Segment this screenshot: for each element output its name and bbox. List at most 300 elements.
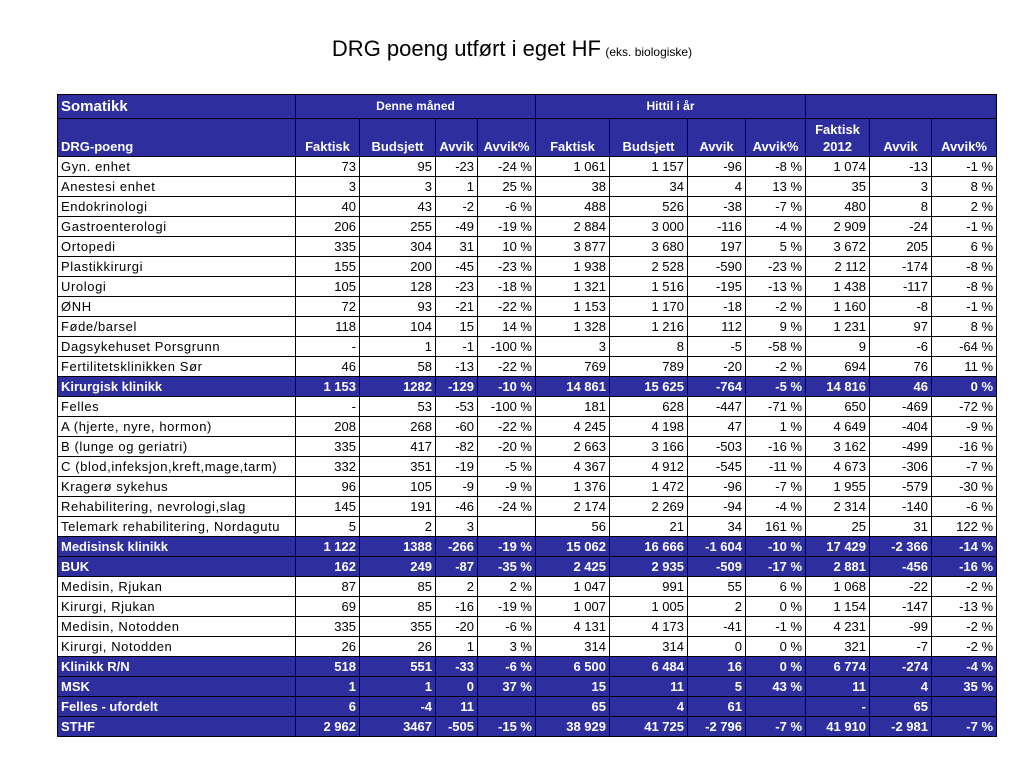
table-cell: 268 [360,417,436,437]
table-cell: -545 [688,457,746,477]
table-cell: -469 [870,397,932,417]
table-cell: 4 [610,697,688,717]
table-cell: 14 % [478,317,536,337]
table-cell: 65 [536,697,610,717]
table-cell: -505 [436,717,478,737]
table-cell: 2 % [932,197,997,217]
table-row [58,317,997,337]
table-row [58,397,997,417]
table-cell: -14 % [932,537,997,557]
table-cell: 6 500 [536,657,610,677]
table-cell: -13 [870,157,932,177]
row-label: STHF [58,717,296,737]
table-cell: 8 [870,197,932,217]
row-label: Telemark rehabilitering, Nordagutu [58,517,296,537]
table-cell: 46 [296,357,360,377]
table-cell: 47 [688,417,746,437]
table-cell: 355 [360,617,436,637]
row-label: Kirurgi, Rjukan [58,597,296,617]
row-label: Urologi [58,277,296,297]
table-cell: 1 153 [296,377,360,397]
row-label: Fertilitetsklinikken Sør [58,357,296,377]
column-header: Avvik [436,119,478,157]
table-cell: 255 [360,217,436,237]
column-header: Faktisk [296,119,360,157]
table-cell: 95 [360,157,436,177]
table-cell: -140 [870,497,932,517]
table-cell: -30 % [932,477,997,497]
table-cell: 2 314 [806,497,870,517]
table-cell: 3 [436,517,478,537]
table-cell: -1 604 [688,537,746,557]
table-cell: -4 % [746,217,806,237]
column-header-faktisk-2012: Faktisk 2012 [806,119,870,157]
table-cell: -100 % [478,337,536,357]
table-cell: -509 [688,557,746,577]
table-cell: 2 425 [536,557,610,577]
row-label: Gyn. enhet [58,157,296,177]
column-header: Budsjett [610,119,688,157]
table-cell: 56 [536,517,610,537]
row-label: B (lunge og geriatri) [58,437,296,457]
summary-row [58,677,997,697]
table-cell: 6 774 [806,657,870,677]
table-cell: 26 [296,637,360,657]
table-cell: -58 % [746,337,806,357]
table-cell: -22 % [478,297,536,317]
table-row [58,257,997,277]
table-cell: 1 170 [610,297,688,317]
table-cell: 991 [610,577,688,597]
row-label: Rehabilitering, nevrologi,slag [58,497,296,517]
row-label: BUK [58,557,296,577]
table-cell: -23 [436,277,478,297]
table-cell: 112 [688,317,746,337]
table-cell: -6 % [478,197,536,217]
table-cell: 16 [688,657,746,677]
table-cell: -100 % [478,397,536,417]
table-cell: 1 [436,177,478,197]
table-cell: -9 % [478,477,536,497]
table-cell: -274 [870,657,932,677]
table-cell: 35 % [932,677,997,697]
table-cell: 314 [536,637,610,657]
table-cell: -18 [688,297,746,317]
table-cell: 2 881 [806,557,870,577]
table-cell [478,697,536,717]
row-label: MSK [58,677,296,697]
table-cell: 1 321 [536,277,610,297]
table-cell: 76 [870,357,932,377]
table-cell: 46 [870,377,932,397]
table-cell: 3467 [360,717,436,737]
table-cell: -8 % [932,257,997,277]
table-cell: 16 666 [610,537,688,557]
table-cell: -499 [870,437,932,457]
table-cell: -33 [436,657,478,677]
table-cell: -6 % [478,657,536,677]
table-cell: 15 062 [536,537,610,557]
row-label: A (hjerte, nyre, hormon) [58,417,296,437]
table-cell: 37 % [478,677,536,697]
table-cell: -4 [360,697,436,717]
table-cell: 1 061 [536,157,610,177]
column-header: Budsjett [360,119,436,157]
table-cell: -590 [688,257,746,277]
group-header-month: Denne måned [296,95,536,119]
table-cell: 0 [688,637,746,657]
table-cell: 3 672 [806,237,870,257]
group-header-row [58,95,997,119]
summary-row [58,537,997,557]
table-cell: 87 [296,577,360,597]
table-cell: 335 [296,617,360,637]
table-cell: 1 153 [536,297,610,317]
row-label: ØNH [58,297,296,317]
table-cell: 2 269 [610,497,688,517]
table-cell: -46 [436,497,478,517]
table-cell: -94 [688,497,746,517]
table-cell: 11 [806,677,870,697]
table-cell: 41 725 [610,717,688,737]
row-label: C (blod,infeksjon,kreft,mage,tarm) [58,457,296,477]
table-cell: 1 [360,337,436,357]
row-label: Medisin, Notodden [58,617,296,637]
table-cell: -1 % [932,297,997,317]
table-cell: 181 [536,397,610,417]
table-cell: 122 % [932,517,997,537]
table-cell: -2 % [746,297,806,317]
table-cell: -53 [436,397,478,417]
table-cell: 488 [536,197,610,217]
table-cell: -19 [436,457,478,477]
table-cell: 1 % [746,417,806,437]
table-cell: 21 [610,517,688,537]
table-cell: 789 [610,357,688,377]
table-row [58,157,997,177]
row-label: Klinikk R/N [58,657,296,677]
table-cell: -24 [870,217,932,237]
table-cell: -24 % [478,497,536,517]
column-header: Avvik [688,119,746,157]
table-cell: 0 % [932,377,997,397]
table-body [58,157,997,737]
table-cell: 3 [296,177,360,197]
table-cell: 6 % [746,577,806,597]
table-cell: 69 [296,597,360,617]
table-cell: -2 [436,197,478,217]
table-cell: 4 173 [610,617,688,637]
group-header-ytd: Hittil i år [536,95,806,119]
table-row [58,277,997,297]
table-cell: 694 [806,357,870,377]
table-cell: -41 [688,617,746,637]
table-cell: 0 [436,677,478,697]
table-cell: -19 % [478,537,536,557]
table-cell: 332 [296,457,360,477]
table-cell: -129 [436,377,478,397]
table-cell: -13 % [932,597,997,617]
table-cell: 58 [360,357,436,377]
drg-table [57,94,997,737]
table-cell: -96 [688,477,746,497]
table-cell: 0 % [746,657,806,677]
table-cell: -147 [870,597,932,617]
table-cell: 4 245 [536,417,610,437]
table-cell: -404 [870,417,932,437]
table-cell: -8 % [746,157,806,177]
table-cell: 335 [296,237,360,257]
table-cell: -21 [436,297,478,317]
title-main: DRG poeng utført i eget HF [331,36,601,61]
table-cell: -99 [870,617,932,637]
table-cell: 1 005 [610,597,688,617]
table-cell: -17 % [746,557,806,577]
table-cell: 480 [806,197,870,217]
table-cell: -7 % [746,717,806,737]
row-label: Kirurgi, Notodden [58,637,296,657]
column-header: Avvik [870,119,932,157]
table-cell: 2 909 [806,217,870,237]
table-cell: 197 [688,237,746,257]
table-cell: 40 [296,197,360,217]
table-cell: 31 [436,237,478,257]
row-label: Plastikkirurgi [58,257,296,277]
table-cell: 1 [296,677,360,697]
row-label: Felles - ufordelt [58,697,296,717]
summary-row [58,557,997,577]
table-cell: 14 861 [536,377,610,397]
row-label: Endokrinologi [58,197,296,217]
table-cell: -23 % [746,257,806,277]
table-cell: -20 [436,617,478,637]
table-cell: 628 [610,397,688,417]
table-cell: 43 % [746,677,806,697]
table-row [58,417,997,437]
table-cell: 26 [360,637,436,657]
table-cell: 351 [360,457,436,477]
table-cell: 1388 [360,537,436,557]
table-cell: -10 % [478,377,536,397]
table-row [58,337,997,357]
table-cell: -23 [436,157,478,177]
title-subtitle: (eks. biologiske) [605,45,693,59]
table-row [58,197,997,217]
row-label: Anestesi enhet [58,177,296,197]
table-cell: 1 047 [536,577,610,597]
table-cell: 2 528 [610,257,688,277]
table-cell: 73 [296,157,360,177]
table-cell: -96 [688,157,746,177]
table-cell: 1 938 [536,257,610,277]
table-cell: 128 [360,277,436,297]
table-cell: 200 [360,257,436,277]
table-cell: -71 % [746,397,806,417]
table-cell: 4 198 [610,417,688,437]
table-cell: 205 [870,237,932,257]
table-cell: 1 438 [806,277,870,297]
table-cell: 34 [688,517,746,537]
table-cell: -64 % [932,337,997,357]
table-cell: 2 935 [610,557,688,577]
table-cell: 11 % [932,357,997,377]
table-cell: 1 231 [806,317,870,337]
table-cell: -7 % [932,457,997,477]
table-cell: -456 [870,557,932,577]
row-label: Medisinsk klinikk [58,537,296,557]
page-title [0,36,1024,62]
table-cell: 93 [360,297,436,317]
table-cell: 518 [296,657,360,677]
table-cell: -24 % [478,157,536,177]
table-cell: 3 [870,177,932,197]
table-cell: 14 816 [806,377,870,397]
table-cell: 321 [806,637,870,657]
table-row [58,457,997,477]
table-cell: -4 % [932,657,997,677]
table-cell: 3 [536,337,610,357]
table-row [58,497,997,517]
table-cell: 43 [360,197,436,217]
table-cell: 3 877 [536,237,610,257]
table-cell: 4 [688,177,746,197]
table-cell: -16 % [746,437,806,457]
table-cell: -45 [436,257,478,277]
table-cell: -579 [870,477,932,497]
table-cell: 6 [296,697,360,717]
table-cell: -117 [870,277,932,297]
table-cell: 3 % [478,637,536,657]
table-cell: 1 472 [610,477,688,497]
row-label: Kragerø sykehus [58,477,296,497]
table-cell: 97 [870,317,932,337]
table-cell: 5 [296,517,360,537]
table-cell: -60 [436,417,478,437]
table-row [58,517,997,537]
table-cell: -15 % [478,717,536,737]
table-cell: -13 % [746,277,806,297]
table-cell: 335 [296,437,360,457]
row-label: Felles [58,397,296,417]
table-cell: 105 [296,277,360,297]
table-cell: 1 068 [806,577,870,597]
table-cell: -7 [870,637,932,657]
table-cell: 8 [610,337,688,357]
table-cell: 249 [360,557,436,577]
table-cell: 304 [360,237,436,257]
table-row [58,597,997,617]
table-cell: -22 % [478,417,536,437]
table-cell: -7 % [746,197,806,217]
table-cell: 1 074 [806,157,870,177]
table-cell: 417 [360,437,436,457]
table-cell: 2 % [478,577,536,597]
table-cell: -18 % [478,277,536,297]
table-row [58,357,997,377]
table-cell: -8 % [932,277,997,297]
table-cell: 208 [296,417,360,437]
table-cell: -38 [688,197,746,217]
table-cell [932,697,997,717]
table-cell: 162 [296,557,360,577]
table-cell: 4 912 [610,457,688,477]
table-cell: 55 [688,577,746,597]
table-cell: 118 [296,317,360,337]
table-cell: -7 % [932,717,997,737]
column-header: Avvik% [478,119,536,157]
table-cell: -5 % [746,377,806,397]
table-row [58,477,997,497]
table-cell: 2 962 [296,717,360,737]
table-cell: 38 929 [536,717,610,737]
table-cell: -1 % [932,157,997,177]
table-cell: 8 % [932,177,997,197]
table-cell: 105 [360,477,436,497]
table-cell: -2 % [746,357,806,377]
table-cell: 6 % [932,237,997,257]
table-cell [746,697,806,717]
table-cell: -23 % [478,257,536,277]
row-label: Gastroenterologi [58,217,296,237]
table-cell: 650 [806,397,870,417]
table-cell: 41 910 [806,717,870,737]
summary-row [58,697,997,717]
table-cell: -5 % [478,457,536,477]
table-cell: 314 [610,637,688,657]
table-cell: -764 [688,377,746,397]
table-cell: -13 [436,357,478,377]
table-cell [478,517,536,537]
table-cell: -7 % [746,477,806,497]
table-cell: 3 166 [610,437,688,457]
table-cell: - [806,697,870,717]
table-cell: -4 % [746,497,806,517]
table-row [58,637,997,657]
table-cell: -35 % [478,557,536,577]
table-cell: 15 [436,317,478,337]
table-row [58,217,997,237]
table-cell: 3 680 [610,237,688,257]
table-cell: 1 216 [610,317,688,337]
table-cell: -503 [688,437,746,457]
table-cell: -11 % [746,457,806,477]
table-cell: 3 162 [806,437,870,457]
table-cell: -9 % [932,417,997,437]
table-cell: 38 [536,177,610,197]
table-cell: 53 [360,397,436,417]
table-cell: 85 [360,577,436,597]
table-cell: -6 % [478,617,536,637]
table-cell: 4 231 [806,617,870,637]
column-header: Faktisk [536,119,610,157]
table-cell: 206 [296,217,360,237]
table-row [58,297,997,317]
table-cell: -6 % [932,497,997,517]
table-cell: 4 367 [536,457,610,477]
table-cell: -9 [436,477,478,497]
table-cell: 0 % [746,597,806,617]
column-header-drg: DRG-poeng [58,119,296,157]
table-row [58,237,997,257]
column-header-row [58,119,997,157]
table-cell: 161 % [746,517,806,537]
table-cell: -2 796 [688,717,746,737]
table-cell: -1 % [746,617,806,637]
table-cell: -2 366 [870,537,932,557]
table-cell: 1 [360,677,436,697]
table-cell: -22 [870,577,932,597]
table-cell: -16 [436,597,478,617]
